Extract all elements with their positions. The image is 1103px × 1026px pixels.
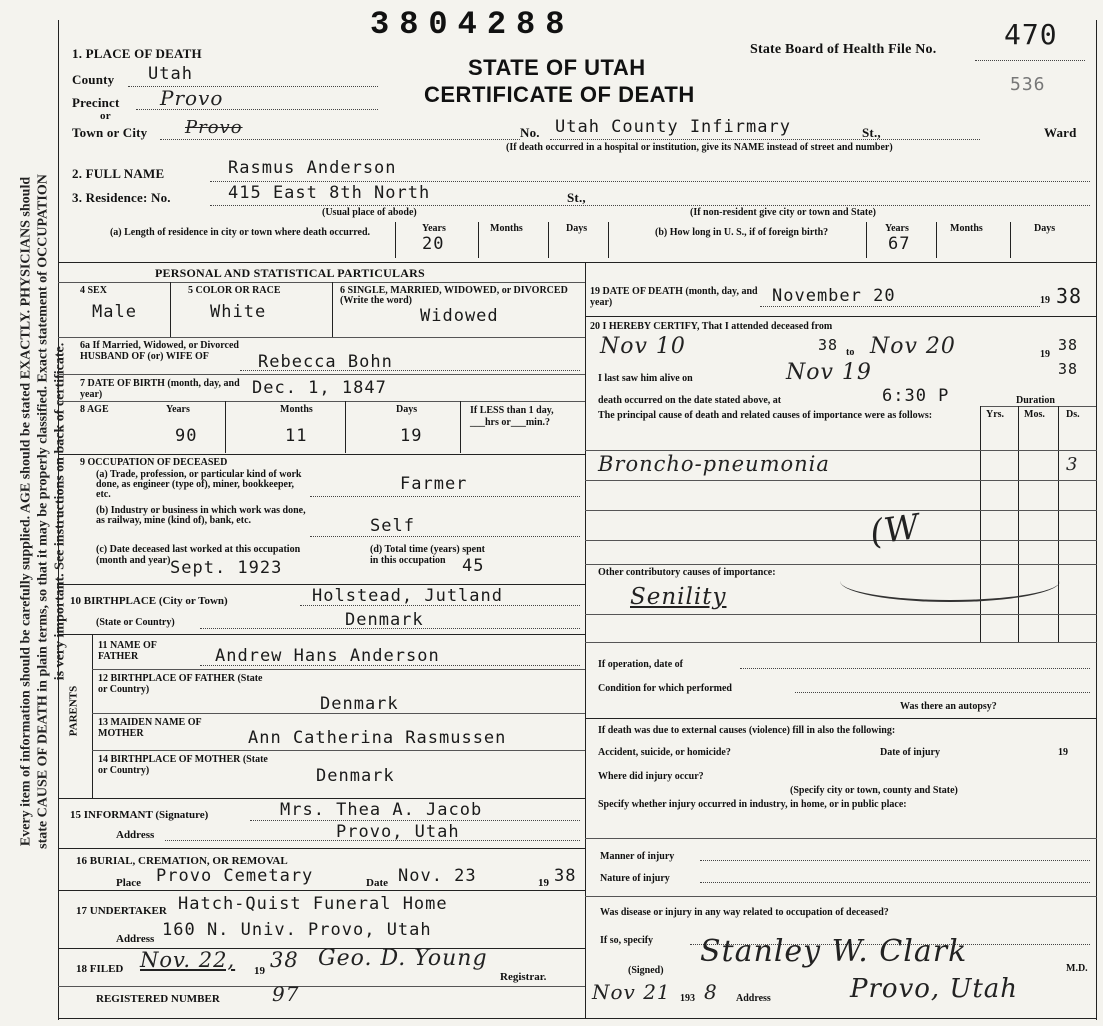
state-title: STATE OF UTAH [468,55,646,80]
registrar-signature: Geo. D. Young [318,946,488,971]
instructions-line-3: is very important. See instructions on back of certificate. [52,342,68,681]
age-months-value: 11 [285,426,308,446]
spouse-value: Rebecca Bohn [258,352,393,372]
cause-days-value: 3 [1066,454,1079,475]
condition-label: Condition for which performed [598,683,732,694]
birthplace-country: Denmark [345,610,424,630]
dod-year-prefix: 19 [1040,295,1050,306]
color-label: 5 COLOR OR RACE [188,285,281,296]
physician-address-value: Provo, Utah [850,974,1019,1004]
age-years-value: 90 [175,426,198,446]
nonresident-note: (If non-resident give city or town and State) [690,207,877,218]
certify-label: 20 I HEREBY CERTIFY, That I attended deceased from [590,321,833,332]
serial-number: 3804288 [370,6,575,43]
full-name-label: 2. FULL NAME [72,166,165,181]
form-border-left [58,20,59,1020]
informant-value: Mrs. Thea A. Jacob [280,800,483,820]
contributory-label: Other contributory causes of importance: [598,567,776,578]
physician-initials-mark: (W [867,506,923,554]
sex-value: Male [92,302,137,322]
where-injury-label: Where did injury occur? [598,771,704,782]
duration-label: Duration [1016,395,1055,406]
filed-year-value: 38 [270,948,299,972]
to-label: to [846,347,855,358]
last-worked-value: Sept. 1923 [170,558,283,578]
form-border-right [1096,20,1097,1020]
attended-year-prefix: 19 [1040,349,1050,360]
md-label: M.D. [1066,963,1088,974]
street-label: St., [862,125,881,140]
res-days-label: Days [566,223,588,234]
less-than-day-label: If LESS than 1 day, ___hrs or___min.? [470,405,554,428]
age-label: 8 AGE [80,404,109,415]
instructions-line-1: Every item of information should be carefully supplied. AGE should be stated EXACTLY. PHYSICIANS should [18,176,34,847]
where-injury-note: (Specify city or town, county and State) [790,785,958,796]
mother-name-label: 13 MAIDEN NAME OF MOTHER [98,717,202,739]
trade-label: (a) Trade, profession, or particular kind of work done, as engineer (type of), miner, bookkeeper, etc. [96,469,302,500]
trade-value: Farmer [400,474,468,494]
accident-label: Accident, suicide, or homicide? [598,747,731,758]
informant-address-value: Provo, Utah [336,822,460,842]
local-no-value: 536 [1010,74,1046,95]
street-no-label: No. [520,125,540,140]
age-months-label: Months [280,404,313,415]
date-of-death-value: November 20 [772,286,896,306]
us-months-label: Months [950,223,983,234]
precinct-label: Precinct [72,95,120,110]
father-name-label: 11 NAME OF FATHER [98,640,157,662]
burial-year-value: 38 [554,866,577,886]
operation-label: If operation, date of [598,659,683,670]
undertaker-address-value: 160 N. Univ. Provo, Utah [162,920,432,940]
marital-label: 6 SINGLE, MARRIED, WIDOWED, or DIVORCED (Write the word) [340,285,568,306]
birthplace-label: 10 BIRTHPLACE (City or Town) [70,595,228,607]
autopsy-label: Was there an autopsy? [900,701,997,712]
county-value: Utah [148,64,193,84]
age-years-label: Years [166,404,190,415]
burial-date-label: Date [366,877,388,889]
informant-address-label: Address [116,829,155,841]
date-of-death-label: 19 DATE OF DEATH (month, day, and year) [590,286,758,308]
specify-injury-label: Specify whether injury occurred in industry, in home, or in public place: [598,799,907,810]
abode-note: (Usual place of abode) [322,207,417,218]
filed-date-value: Nov. 22, [140,948,236,972]
burial-label: 16 BURIAL, CREMATION, OR REMOVAL [76,855,288,867]
institution-note: (If death occurred in a hospital or institution, give its NAME instead of street and number) [506,142,893,153]
file-no-label: State Board of Health File No. [750,42,937,57]
attended-to-year: 38 [1058,336,1079,354]
age-days-label: Days [396,404,418,415]
town-value: Provo [185,117,243,138]
us-years-label: Years [885,223,909,234]
undertaker-value: Hatch-Quist Funeral Home [178,894,448,914]
duration-yrs-label: Yrs. [986,409,1005,420]
length-residence-label: (a) Length of residence in city or town where death occurred. [109,227,371,238]
informant-label: 15 INFORMANT (Signature) [70,809,209,821]
sex-label: 4 SEX [80,285,107,296]
total-time-label: (d) Total time (years) spent in this occupation [370,544,485,566]
residence-st-label: St., [567,190,586,205]
instructions-sidebar [18,7,69,1017]
last-saw-label: I last saw him alive on [598,373,693,384]
signed-year-prefix: 193 [680,993,695,1004]
duration-ds-label: Ds. [1066,409,1080,420]
dob-label: 7 DATE OF BIRTH (month, day, and year) [80,378,240,400]
father-birthplace-value: Denmark [320,694,399,714]
file-no-value: 470 [1004,18,1058,51]
father-name-value: Andrew Hans Anderson [215,646,440,666]
spouse-label: 6a If Married, Widowed, or Divorced HUSBAND OF (or) WIFE OF [80,340,239,362]
residence-label: 3. Residence: No. [72,190,171,205]
burial-year-prefix: 19 [538,877,549,889]
marital-value: Widowed [420,306,499,326]
mother-birthplace-label: 14 BIRTHPLACE OF MOTHER (State or Country) [98,754,268,776]
injury-date-label: Date of injury [880,747,940,758]
color-value: White [210,302,267,322]
registered-number-value: 97 [272,982,300,1006]
place-of-death-label: 1. PLACE OF DEATH [72,46,202,61]
last-worked-label: (c) Date deceased last worked at this occupation (month and year) [96,544,301,566]
injury-year-prefix: 19 [1058,747,1068,758]
last-saw-value: Nov 19 [786,360,872,385]
birthplace-city: Holstead, Jutland [312,586,503,606]
disease-related-label: Was disease or injury in any way related to occupation of deceased? [600,907,889,918]
attended-from-value: Nov 10 [600,334,686,359]
if-so-label: If so, specify [600,935,654,946]
certificate-title: CERTIFICATE OF DEATH [424,82,695,107]
manner-injury-label: Manner of injury [600,851,675,862]
nature-injury-label: Nature of injury [600,873,670,884]
duration-mos-label: Mos. [1024,409,1045,420]
full-name-value: Rasmus Anderson [228,158,397,178]
cause-value: Broncho-pneumonia [598,452,830,476]
registrar-label: Registrar. [500,971,547,983]
occupation-label: 9 OCCUPATION OF DECEASED [80,457,228,468]
attended-from-year: 38 [818,336,839,354]
res-years-value: 20 [422,234,445,254]
residence-value: 415 East 8th North [228,183,431,203]
res-years-label: Years [422,223,446,234]
physician-address-label: Address [736,993,771,1004]
burial-place-label: Place [116,877,142,889]
center-divider [585,262,586,1018]
signed-year-value: 8 [704,980,718,1004]
mother-birthplace-value: Denmark [316,766,395,786]
dod-year-value: 38 [1056,284,1083,308]
us-years-value: 67 [888,234,911,254]
us-days-label: Days [1034,223,1056,234]
form-border-bottom [58,1018,1097,1019]
last-saw-year: 38 [1058,360,1079,378]
signed-label: (Signed) [628,965,664,976]
instructions-line-2: state CAUSE OF DEATH in plain terms, so that it may be properly classified. Exact statement of OCCUPATION [35,174,51,849]
registered-number-label: REGISTERED NUMBER [96,993,220,1005]
dob-value: Dec. 1, 1847 [252,378,387,398]
industry-label: (b) Industry or business in which work was done, as railway, mine (kind of), bank, etc. [96,505,306,526]
cause-label: The principal cause of death and related causes of importance were as follows: [598,410,933,421]
burial-place-value: Provo Cemetary [156,866,314,886]
undertaker-address-label: Address [116,933,155,945]
contributory-value: Senility [630,584,727,610]
ward-label: Ward [1044,125,1077,140]
filed-year-prefix: 19 [254,965,265,977]
town-label: Town or City [72,125,148,140]
institution-value: Utah County Infirmary [555,117,791,137]
us-residence-label: (b) How long in U. S., if of foreign birth? [655,227,829,238]
death-time-label: death occurred on the date stated above, at [598,395,782,406]
undertaker-label: 17 UNDERTAKER [76,905,167,917]
signed-date-value: Nov 21 [592,980,671,1004]
burial-date-value: Nov. 23 [398,866,477,886]
or-label: or [100,110,111,122]
filed-label: 18 FILED [76,963,124,975]
father-birthplace-label: 12 BIRTHPLACE OF FATHER (State or Country) [98,673,263,695]
res-months-label: Months [490,223,523,234]
personal-heading: PERSONAL AND STATISTICAL PARTICULARS [155,266,425,280]
county-label: County [72,72,115,87]
age-days-value: 19 [400,426,423,446]
external-causes-label: If death was due to external causes (violence) fill in also the following: [598,725,896,736]
total-time-value: 45 [462,556,485,576]
physician-signature: Stanley W. Clark [700,934,968,969]
industry-value: Self [370,516,415,536]
parents-side-label: PARENTS [67,685,80,737]
mother-name-value: Ann Catherina Rasmussen [248,728,507,748]
attended-to-value: Nov 20 [870,334,956,359]
death-time-value: 6:30 P [882,386,950,406]
precinct-value: Provo [160,86,224,110]
birthplace-country-label: (State or Country) [96,617,175,628]
